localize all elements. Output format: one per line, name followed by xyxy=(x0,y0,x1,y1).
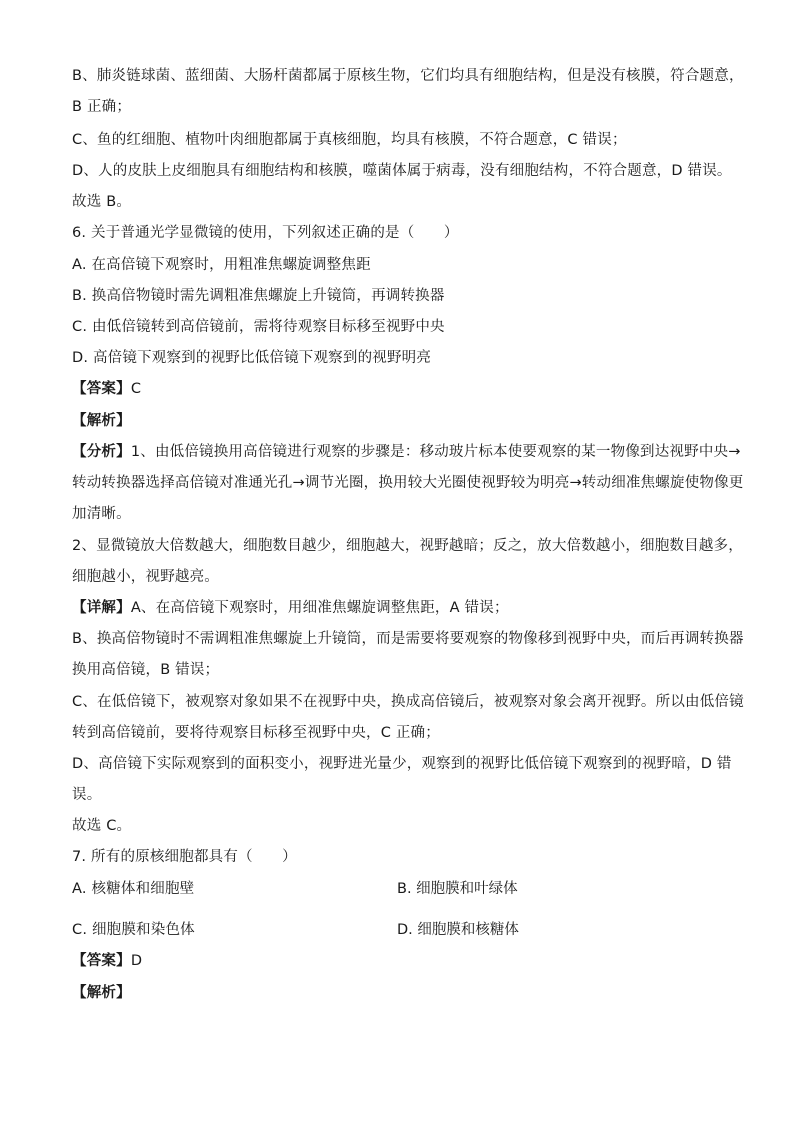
xiangjie-line: 故选 C。 xyxy=(72,818,132,834)
question-6-option-a: A. 在高倍镜下观察时，用粗准焦螺旋调整焦距 xyxy=(72,257,371,273)
fenxi-line: 2、显微镜放大倍数越大，细胞数目越少，细胞越大，视野越暗；反之，放大倍数越小，细胞数目越多， xyxy=(72,538,743,554)
answer-tag: 【答案】 xyxy=(72,381,131,397)
text-line: D、人的皮肤上皮细胞具有细胞结构和核膜，噬菌体属于病毒，没有细胞结构，不符合题意，D 错误。 xyxy=(72,163,732,179)
answer-value: C xyxy=(130,381,142,397)
question-7-option-d: D. 细胞膜和核糖体 xyxy=(397,922,519,938)
xiangjie-line xyxy=(72,598,509,618)
text-line: C、鱼的红细胞、植物叶肉细胞都属于真核细胞，均具有核膜，不符合题意，C 错误； xyxy=(72,132,627,148)
xiangjie-line: D、高倍镜下实际观察到的面积变小，视野进光量少，观察到的视野比低倍镜下观察到的视野暗，D 错 xyxy=(72,756,732,772)
question-7-stem: 7. 所有的原核细胞都具有（ ） xyxy=(72,849,297,865)
xiangjie-tag: 【详解】 xyxy=(72,600,131,616)
question-6-stem: 6. 关于普通光学显微镜的使用，下列叙述正确的是（ ） xyxy=(72,225,459,241)
xiangjie-line: B、换高倍物镜时不需调粗准焦螺旋上升镜筒，而是需要将要观察的物像移到视野中央，而后再调转换器 xyxy=(72,631,744,647)
question-7-answer xyxy=(72,951,142,971)
fenxi-line: 细胞越小，视野越亮。 xyxy=(72,569,219,585)
question-6-option-d: D. 高倍镜下观察到的视野比低倍镜下观察到的视野明亮 xyxy=(72,350,432,366)
question-7-option-b: B. 细胞膜和叶绿体 xyxy=(397,881,518,897)
answer-value: D xyxy=(130,953,143,969)
question-6-answer xyxy=(72,379,141,399)
question-7-option-a: A. 核糖体和细胞壁 xyxy=(72,881,195,897)
question-6-option-c: C. 由低倍镜转到高倍镜前，需将待观察目标移至视野中央 xyxy=(72,319,445,335)
fenxi-line: 转动转换器选择高倍镜对准通光孔→调节光圈，换用较大光圈使视野较为明亮→转动细准焦螺旋使物像更 xyxy=(72,475,744,491)
xiangjie-line: C、在低倍镜下，被观察对象如果不在视野中央，换成高倍镜后，被观察对象会离开视野。所以由低倍镜 xyxy=(72,694,744,710)
xiangjie-line: 转到高倍镜前，要将待观察目标移至视野中央，C 正确； xyxy=(72,725,440,741)
xiangjie-text: A、在高倍镜下观察时，用细准焦螺旋调整焦距，A 错误； xyxy=(130,600,509,616)
question-7-analysis-tag xyxy=(72,983,131,1003)
fenxi-line: 加清晰。 xyxy=(72,506,131,522)
fenxi-text: 1、由低倍镜换用高倍镜进行观察的步骤是：移动玻片标本使要观察的某一物像到达视野中央→ xyxy=(130,444,741,460)
text-line: B、肺炎链球菌、蓝细菌、大肠杆菌都属于原核生物，它们均具有细胞结构，但是没有核膜，符合题意， xyxy=(72,68,744,84)
analysis-tag: 【解析】 xyxy=(72,985,131,1001)
question-6-analysis-tag xyxy=(72,411,131,431)
xiangjie-line: 误。 xyxy=(72,787,102,803)
analysis-tag: 【解析】 xyxy=(72,413,131,429)
question-6-option-b: B. 换高倍物镜时需先调粗准焦螺旋上升镜筒，再调转换器 xyxy=(72,288,445,304)
text-line: 故选 B。 xyxy=(72,194,132,210)
answer-tag: 【答案】 xyxy=(72,953,131,969)
text-line: B 正确； xyxy=(72,99,132,115)
fenxi-line xyxy=(72,442,741,462)
question-7-option-c: C. 细胞膜和染色体 xyxy=(72,922,195,938)
xiangjie-line: 换用高倍镜，B 错误； xyxy=(72,662,220,678)
fenxi-tag: 【分析】 xyxy=(72,444,131,460)
